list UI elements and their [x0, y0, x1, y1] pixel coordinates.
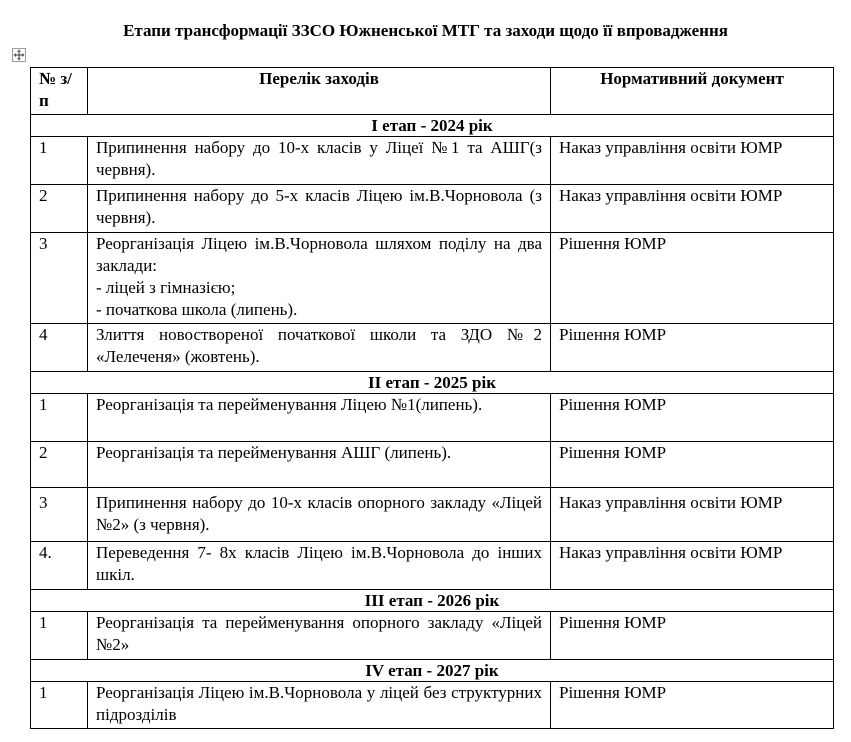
header-measures: Перелік заходів — [88, 68, 551, 115]
row-measure: Припинення набору до 10-х класів опорного закладу «Ліцей №2» (з червня). — [88, 488, 551, 542]
header-document: Нормативний документ — [551, 68, 834, 115]
measures-table — [30, 67, 834, 729]
table-row — [31, 137, 834, 185]
document-title: Етапи трансформації ЗЗСО Южненської МТГ та заходи щодо її впровадження — [123, 21, 728, 40]
row-measure: Злиття новоствореної початкової школи та ЗДО №2 «Лелеченя» (жовтень). — [88, 324, 551, 372]
row-measure: Реорганізація та перейменування Ліцею №1(липень). — [88, 394, 551, 442]
row-measure-item: - ліцей з гімназією; — [96, 278, 236, 297]
stage-title: ІІІ етап - 2026 рік — [31, 590, 834, 612]
row-document: Рішення ЮМР — [551, 324, 834, 372]
row-measure-cell — [88, 233, 551, 324]
table-row — [31, 442, 834, 488]
row-measure: Реорганізація Ліцею ім.В.Чорновола шляхом поділу на два заклади: — [96, 234, 542, 275]
table-row — [31, 612, 834, 660]
row-measure: Припинення набору до 5-х класів Ліцею ім.В.Чорновола (з червня). — [88, 185, 551, 233]
row-number: 1 — [31, 682, 88, 729]
row-number: 1 — [31, 394, 88, 442]
stage-row-2 — [31, 372, 834, 394]
row-number: 1 — [31, 137, 88, 185]
stage-row-4 — [31, 660, 834, 682]
row-document: Наказ управління освіти ЮМР — [551, 488, 834, 542]
row-measure-item: - початкова школа (липень). — [96, 300, 298, 319]
row-measure: Реорганізація Ліцею ім.В.Чорновола у ліцей без структурних підрозділів — [88, 682, 551, 729]
row-document: Наказ управління освіти ЮМР — [551, 137, 834, 185]
stage-row-3 — [31, 590, 834, 612]
table-row — [31, 324, 834, 372]
table-row — [31, 542, 834, 590]
row-measure: Реорганізація та перейменування опорного закладу «Ліцей №2» — [88, 612, 551, 660]
row-number: 4 — [31, 324, 88, 372]
row-measure: Реорганізація та перейменування АШГ (липень). — [88, 442, 551, 488]
stage-title: І етап - 2024 рік — [31, 115, 834, 137]
stage-row-1 — [31, 115, 834, 137]
row-number: 4. — [31, 542, 88, 590]
row-document: Наказ управління освіти ЮМР — [551, 185, 834, 233]
header-number: № з/п — [31, 68, 88, 115]
table-move-handle[interactable] — [12, 48, 26, 62]
row-measure: Переведення 7- 8х класів Ліцею ім.В.Чорновола до інших шкіл. — [88, 542, 551, 590]
row-number: 2 — [31, 185, 88, 233]
row-document: Рішення ЮМР — [551, 233, 834, 324]
move-arrows-icon — [13, 49, 25, 61]
row-document: Рішення ЮМР — [551, 442, 834, 488]
row-number: 2 — [31, 442, 88, 488]
stage-title: ІІ етап - 2025 рік — [31, 372, 834, 394]
row-number: 3 — [31, 488, 88, 542]
row-document: Рішення ЮМР — [551, 682, 834, 729]
row-number: 1 — [31, 612, 88, 660]
table-row — [31, 394, 834, 442]
table-row — [31, 488, 834, 542]
table-header-row — [31, 68, 834, 115]
row-measure: Припинення набору до 10-х класів у Ліцеї №1 та АШГ(з червня). — [88, 137, 551, 185]
table-row — [31, 185, 834, 233]
table-row — [31, 233, 834, 324]
row-document: Рішення ЮМР — [551, 394, 834, 442]
stage-title: ІV етап - 2027 рік — [31, 660, 834, 682]
row-document: Рішення ЮМР — [551, 612, 834, 660]
row-document: Наказ управління освіти ЮМР — [551, 542, 834, 590]
row-number: 3 — [31, 233, 88, 324]
table-row — [31, 682, 834, 729]
